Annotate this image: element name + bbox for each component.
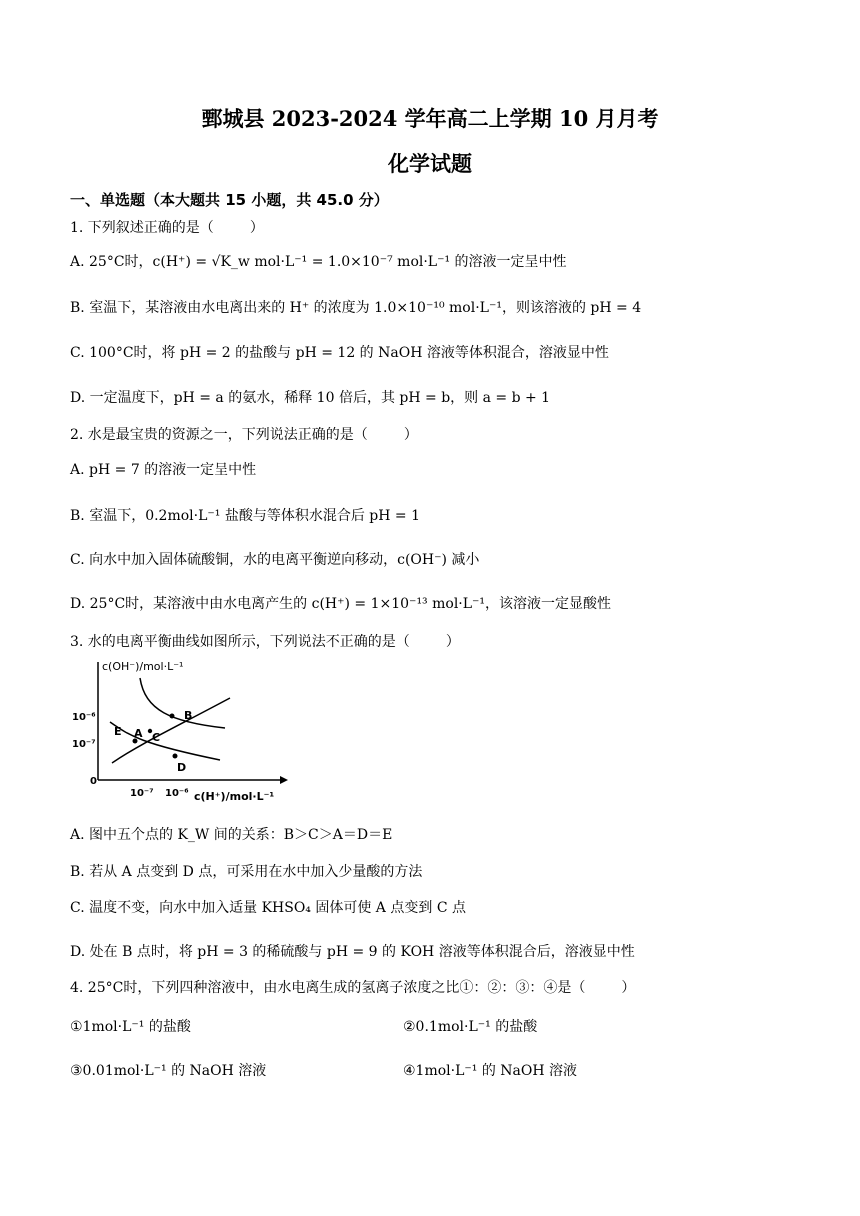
- question-2-option-b: B. 室温下，0.2mol·L⁻¹ 盐酸与等体积水混合后 pH = 1: [70, 508, 420, 524]
- question-4-item-2: ②0.1mol·L⁻¹ 的盐酸: [403, 1019, 538, 1035]
- high-temperature-curve: [140, 678, 225, 728]
- question-3-stem: 3. 水的电离平衡曲线如图所示，下列说法不正确的是（ ）: [70, 634, 460, 650]
- label-b: B: [184, 709, 193, 722]
- question-3-option-a: A. 图中五个点的 K_W 间的关系：B＞C＞A＝D＝E: [70, 827, 393, 843]
- label-c: C: [152, 731, 161, 744]
- question-4-stem: 4. 25°C时，下列四种溶液中，由水电离生成的氢离子浓度之比①：②：③：④是（ ）: [70, 980, 636, 996]
- label-a: A: [134, 727, 143, 740]
- question-2-option-c: C. 向水中加入固体硫酸铜，水的电离平衡逆向移动，c(OH⁻) 减小: [70, 552, 480, 568]
- question-4-item-4: ④1mol·L⁻¹ 的 NaOH 溶液: [403, 1063, 578, 1079]
- x-axis-label: c(H⁺)/mol·L⁻¹: [194, 790, 275, 803]
- y-tick-1e-7: 10⁻⁷: [72, 739, 96, 750]
- question-3-option-b: B. 若从 A 点变到 D 点，可采用在水中加入少量酸的方法: [70, 864, 423, 880]
- question-2-stem: 2. 水是最宝贵的资源之一，下列说法正确的是（ ）: [70, 427, 418, 443]
- y-tick-0: 0: [90, 776, 97, 787]
- page-subtitle: 化学试题: [388, 151, 472, 176]
- point-d: [173, 754, 178, 759]
- question-1-option-c: C. 100°C时，将 pH = 2 的盐酸与 pH = 12 的 NaOH 溶液等体积混合，溶液显中性: [70, 345, 609, 361]
- question-3-option-d: D. 处在 B 点时，将 pH = 3 的稀硫酸与 pH = 9 的 KOH 溶液等体积混合后，溶液显中性: [70, 944, 635, 960]
- question-2-option-d: D. 25°C时，某溶液中由水电离产生的 c(H⁺) = 1×10⁻¹³ mol·L⁻¹，该溶液一定显酸性: [70, 596, 612, 612]
- question-1-option-b: B. 室温下，某溶液由水电离出来的 H⁺ 的浓度为 1.0×10⁻¹⁰ mol·L⁻¹，则该溶液的 pH = 4: [70, 300, 642, 316]
- y-axis-label: c(OH⁻)/mol·L⁻¹: [102, 660, 184, 673]
- label-d: D: [177, 761, 187, 774]
- question-4-item-1: ①1mol·L⁻¹ 的盐酸: [70, 1019, 191, 1035]
- line-through-a-b: [112, 698, 230, 763]
- x-tick-1e-7: 10⁻⁷: [130, 788, 154, 799]
- page-title: 鄄城县 2023-2024 学年高二上学期 10 月月考: [201, 106, 659, 131]
- question-2-option-a: A. pH = 7 的溶液一定呈中性: [70, 462, 257, 478]
- x-axis-arrow: [280, 776, 288, 784]
- question-4-item-3: ③0.01mol·L⁻¹ 的 NaOH 溶液: [70, 1063, 267, 1079]
- water-ionization-graph: [70, 660, 290, 804]
- label-e: E: [114, 725, 122, 738]
- question-1-option-d: D. 一定温度下，pH = a 的氨水，稀释 10 倍后，其 pH = b，则 a = b + 1: [70, 390, 551, 406]
- point-b: [170, 714, 175, 719]
- section-heading: 一、单选题（本大题共 15 小题，共 45.0 分）: [70, 191, 389, 209]
- question-1-stem: 1. 下列叙述正确的是（ ）: [70, 220, 264, 236]
- x-tick-1e-6: 10⁻⁶: [165, 788, 189, 799]
- y-tick-1e-6: 10⁻⁶: [72, 712, 96, 723]
- question-1-option-a: A. 25°C时，c(H⁺) = √K_w mol·L⁻¹ = 1.0×10⁻⁷ mol·L⁻¹ 的溶液一定呈中性: [70, 254, 567, 270]
- question-3-option-c: C. 温度不变，向水中加入适量 KHSO₄ 固体可使 A 点变到 C 点: [70, 900, 466, 916]
